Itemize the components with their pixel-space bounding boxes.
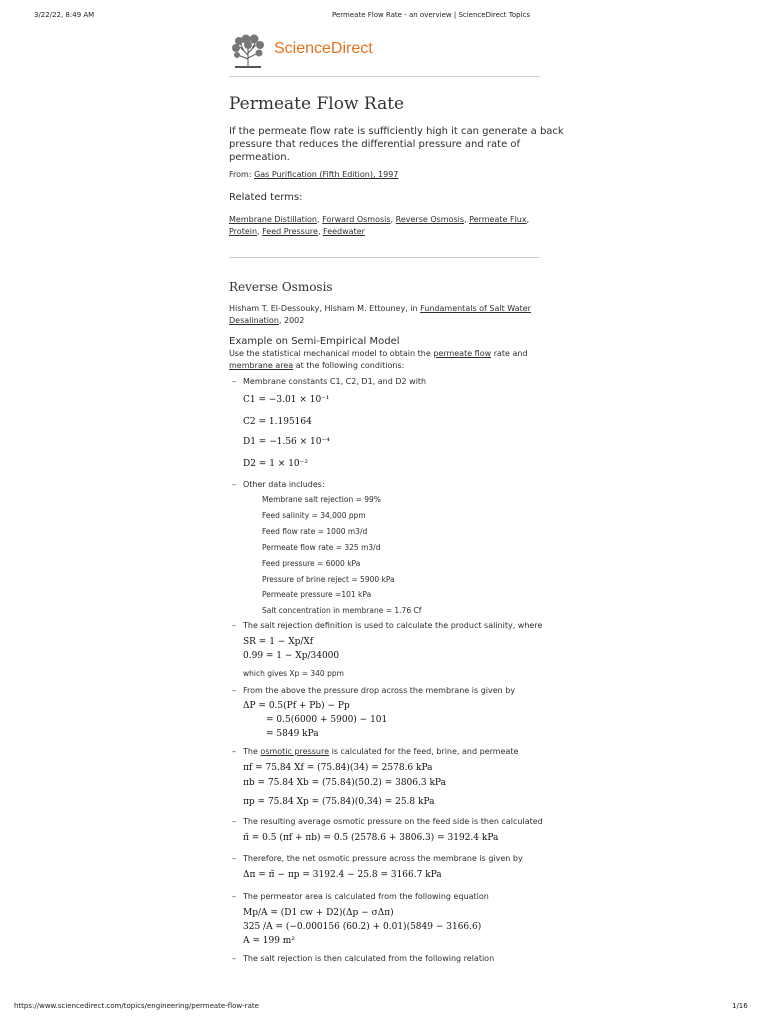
data-item: Pressure of brine reject = 5900 kPa: [262, 575, 395, 584]
definition-line-2: pressure that reduces the differential pressure and rate of: [229, 139, 521, 150]
data-item: Permeate flow rate = 325 m3/d: [262, 543, 381, 552]
related-term-link[interactable]: Membrane Distillation: [229, 215, 318, 224]
definition-line-1: If the permeate flow rate is sufficiently high it can generate a back: [229, 126, 564, 137]
equation: C2 = 1.195164: [243, 417, 312, 427]
divider: [229, 257, 540, 258]
bullet-dash: –: [232, 621, 236, 630]
related-terms-row-2: Protein, Feed Pressure, Feedwater: [229, 227, 365, 236]
bullet-text: Other data includes:: [243, 480, 325, 489]
equation: ΔP = 0.5(Pf + Pb) − Pp: [243, 701, 350, 711]
book-line-2: Desalination, 2002: [229, 316, 305, 325]
intro-line-1: Use the statistical mechanical model to obtain the permeate flow rate and: [229, 349, 528, 358]
source-link[interactable]: Gas Purification (Fifth Edition), 1997: [254, 170, 399, 179]
intro-line-2: membrane area at the following conditions:: [229, 361, 405, 370]
equation: C1 = −3.01 × 10⁻¹: [243, 395, 330, 405]
print-title: Permeate Flow Rate - an overview | ScienceDirect Topics: [332, 11, 531, 19]
related-term-link[interactable]: Feedwater: [323, 227, 365, 236]
equation: SR = 1 − Xp/Xf: [243, 637, 314, 647]
bullet-dash: –: [232, 854, 236, 863]
subsection-heading: Example on Semi-Empirical Model: [229, 336, 400, 347]
equation: π̄ = 0.5 (πf + πb) = 0.5 (2578.6 + 3806.3) = 3192.4 kPa: [243, 833, 499, 843]
print-url: https://www.sciencedirect.com/topics/engineering/permeate-flow-rate: [14, 1002, 259, 1010]
data-item: Permeate pressure =101 kPa: [262, 590, 372, 599]
equation: πb = 75.84 Xb = (75.84)(50.2) = 3806.3 kPa: [243, 778, 446, 788]
equation: D2 = 1 × 10⁻²: [243, 459, 309, 469]
bullet-text: The salt rejection definition is used to calculate the product salinity, where: [243, 621, 543, 630]
bullet-dash: –: [232, 817, 236, 826]
book-link[interactable]: Fundamentals of Salt Water: [420, 304, 531, 313]
related-term-link[interactable]: Forward Osmosis: [322, 215, 391, 224]
book-link[interactable]: Desalination: [229, 316, 279, 325]
divider: [229, 76, 540, 77]
equation: πp = 75.84 Xp = (75.84)(0.34) = 25.8 kPa: [243, 797, 435, 807]
page-title: Permeate Flow Rate: [229, 94, 405, 114]
bullet-dash: –: [232, 686, 236, 695]
osmotic-pressure-link[interactable]: osmotic pressure: [260, 747, 330, 756]
equation: Δπ = π̄ − πp = 3192.4 − 25.8 = 3166.7 kPa: [243, 870, 442, 880]
related-term-link[interactable]: Reverse Osmosis: [395, 215, 465, 224]
from-label: From:: [229, 170, 255, 179]
data-item: Feed salinity = 34,000 ppm: [262, 511, 366, 520]
section-title: Reverse Osmosis: [229, 280, 333, 294]
equation: D1 = −1.56 × 10⁻⁴: [243, 437, 330, 447]
bullet-text: The resulting average osmotic pressure on the feed side is then calculated: [243, 817, 543, 826]
bullet-text: Therefore, the net osmotic pressure across the membrane is given by: [243, 854, 523, 863]
related-terms-heading: Related terms:: [229, 192, 303, 203]
equation: πf = 75.84 Xf = (75.84)(34) = 2578.6 kPa: [243, 763, 433, 773]
print-datetime: 3/22/22, 8:49 AM: [34, 11, 95, 19]
data-item: Feed flow rate = 1000 m3/d: [262, 527, 368, 536]
bullet-dash: –: [232, 892, 236, 901]
result-text: which gives Xp = 340 ppm: [243, 669, 344, 678]
equation: Mp/A = (D1 cw + D2)(Δp − σΔπ): [243, 908, 394, 918]
definition-line-3: permeation.: [229, 152, 290, 163]
print-page-number: 1/16: [732, 1002, 748, 1010]
bullet-dash: –: [232, 377, 236, 386]
bullet-text: The salt rejection is then calculated from the following relation: [243, 954, 495, 963]
source-citation: [229, 170, 398, 179]
related-term-link[interactable]: Feed Pressure: [262, 227, 318, 236]
related-term-link[interactable]: Protein: [229, 227, 258, 236]
permeate-flow-link[interactable]: permeate flow: [433, 349, 492, 358]
data-item: Membrane salt rejection = 99%: [262, 495, 381, 504]
related-term-link[interactable]: Permeate Flux: [469, 215, 527, 224]
bullet-dash: –: [232, 954, 236, 963]
data-item: Salt concentration in membrane = 1.76 Cf: [262, 606, 422, 615]
equation: 0.99 = 1 − Xp/34000: [243, 651, 340, 661]
membrane-area-link[interactable]: membrane area: [229, 361, 294, 370]
bullet-text: From the above the pressure drop across the membrane is given by: [243, 686, 516, 695]
sciencedirect-logo-text[interactable]: ScienceDirect: [274, 40, 373, 57]
bullet-dash: –: [232, 480, 236, 489]
equation: 325 /A = (−0.000156 (60.2) + 0.01)(5849 − 3166.6): [243, 922, 482, 932]
bullet-text: The osmotic pressure is calculated for the feed, brine, and permeate: [243, 747, 519, 756]
equation: = 5849 kPa: [266, 729, 319, 739]
data-item: Feed pressure = 6000 kPa: [262, 559, 361, 568]
equation: A = 199 m²: [243, 936, 295, 946]
elsevier-tree-logo[interactable]: [229, 33, 267, 69]
equation: = 0.5(6000 + 5900) − 101: [266, 715, 388, 725]
authors-line: Hisham T. El-Dessouky, Hisham M. Ettouney, in Fundamentals of Salt Water: [229, 304, 531, 313]
bullet-dash: –: [232, 747, 236, 756]
bullet-text: Membrane constants C1, C2, D1, and D2 with: [243, 377, 427, 386]
related-terms-row-1: Membrane Distillation, Forward Osmosis, Reverse Osmosis, Permeate Flux,: [229, 215, 530, 224]
bullet-text: The permeator area is calculated from the following equation: [243, 892, 489, 901]
